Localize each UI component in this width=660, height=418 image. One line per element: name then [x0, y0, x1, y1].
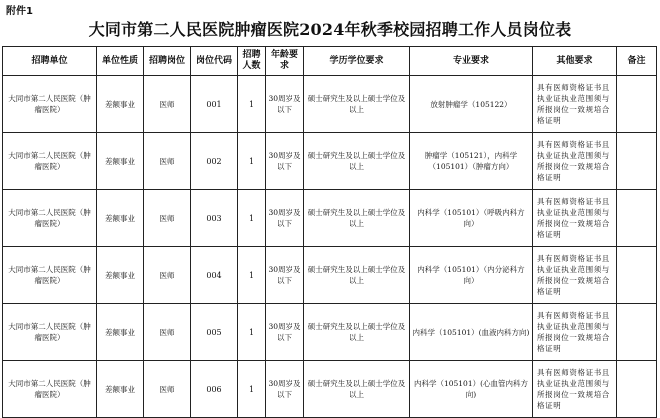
cell-note: [617, 361, 657, 418]
page-title: 大同市第二人民医院肿瘤医院2024年秋季校园招聘工作人员岗位表: [88, 20, 572, 39]
cell-unit: 大同市第二人民医院（肿瘤医院）: [3, 247, 97, 304]
cell-code: 004: [191, 247, 238, 304]
header-position: 招聘岗位: [144, 47, 191, 76]
cell-position: 医师: [144, 133, 191, 190]
cell-major: 放射肿瘤学（105122）: [410, 76, 533, 133]
cell-count: 1: [238, 133, 266, 190]
table-row: [3, 190, 657, 247]
header-nature: 单位性质: [97, 47, 144, 76]
header-count: 招聘人数: [238, 47, 266, 76]
cell-degree: 硕士研究生及以上硕士学位及以上: [304, 76, 410, 133]
cell-age: 30周岁及以下: [266, 133, 304, 190]
cell-other: 具有医师资格证书且执业证执业范围须与所报岗位一致规培合格证明: [533, 304, 617, 361]
cell-other: 具有医师资格证书且执业证执业范围须与所报岗位一致规培合格证明: [533, 76, 617, 133]
table-row: [3, 247, 657, 304]
cell-major: 内科学（105101）（呼吸内科方向）: [410, 190, 533, 247]
cell-nature: 差额事业: [97, 76, 144, 133]
cell-nature: 差额事业: [97, 133, 144, 190]
cell-major: 肿瘤学（105121），内科学（105101）（肿瘤方向）: [410, 133, 533, 190]
annex-label: 附件1: [6, 6, 33, 17]
cell-note: [617, 76, 657, 133]
cell-unit: 大同市第二人民医院（肿瘤医院）: [3, 190, 97, 247]
cell-count: 1: [238, 304, 266, 361]
cell-count: 1: [238, 190, 266, 247]
cell-nature: 差额事业: [97, 247, 144, 304]
table-row: [3, 361, 657, 418]
cell-age: 30周岁及以下: [266, 76, 304, 133]
cell-major: 内科学（105101）(心血管内科方向): [410, 361, 533, 418]
cell-age: 30周岁及以下: [266, 361, 304, 418]
cell-note: [617, 133, 657, 190]
cell-code: 006: [191, 361, 238, 418]
cell-code: 003: [191, 190, 238, 247]
cell-count: 1: [238, 361, 266, 418]
cell-age: 30周岁及以下: [266, 247, 304, 304]
positions-table: [2, 46, 657, 418]
cell-degree: 硕士研究生及以上硕士学位及以上: [304, 190, 410, 247]
cell-count: 1: [238, 247, 266, 304]
cell-code: 002: [191, 133, 238, 190]
table-row: [3, 76, 657, 133]
cell-major: 内科学（105101）(血液内科方向): [410, 304, 533, 361]
header-age: 年龄要求: [266, 47, 304, 76]
cell-position: 医师: [144, 190, 191, 247]
cell-degree: 硕士研究生及以上硕士学位及以上: [304, 133, 410, 190]
cell-note: [617, 247, 657, 304]
header-unit: 招聘单位: [3, 47, 97, 76]
cell-major: 内科学（105101）（内分泌科方向）: [410, 247, 533, 304]
header-code: 岗位代码: [191, 47, 238, 76]
cell-age: 30周岁及以下: [266, 304, 304, 361]
cell-position: 医师: [144, 304, 191, 361]
cell-unit: 大同市第二人民医院（肿瘤医院）: [3, 133, 97, 190]
cell-degree: 硕士研究生及以上硕士学位及以上: [304, 361, 410, 418]
cell-code: 005: [191, 304, 238, 361]
cell-other: 具有医师资格证书且执业证执业范围须与所报岗位一致规培合格证明: [533, 190, 617, 247]
header-other: 其他要求: [533, 47, 617, 76]
cell-unit: 大同市第二人民医院（肿瘤医院）: [3, 76, 97, 133]
cell-position: 医师: [144, 361, 191, 418]
cell-unit: 大同市第二人民医院（肿瘤医院）: [3, 361, 97, 418]
cell-nature: 差额事业: [97, 361, 144, 418]
cell-degree: 硕士研究生及以上硕士学位及以上: [304, 247, 410, 304]
header-note: 备注: [617, 47, 657, 76]
cell-note: [617, 190, 657, 247]
cell-unit: 大同市第二人民医院（肿瘤医院）: [3, 304, 97, 361]
header-major: 专业要求: [410, 47, 533, 76]
cell-code: 001: [191, 76, 238, 133]
cell-other: 具有医师资格证书且执业证执业范围须与所报岗位一致规培合格证明: [533, 247, 617, 304]
header-degree: 学历学位要求: [304, 47, 410, 76]
cell-position: 医师: [144, 76, 191, 133]
cell-degree: 硕士研究生及以上硕士学位及以上: [304, 304, 410, 361]
cell-count: 1: [238, 76, 266, 133]
cell-age: 30周岁及以下: [266, 190, 304, 247]
table-row: [3, 133, 657, 190]
cell-other: 具有医师资格证书且执业证执业范围须与所报岗位一致规培合格证明: [533, 361, 617, 418]
cell-note: [617, 304, 657, 361]
cell-nature: 差额事业: [97, 304, 144, 361]
cell-position: 医师: [144, 247, 191, 304]
cell-nature: 差额事业: [97, 190, 144, 247]
table-row: [3, 304, 657, 361]
table-header-row: [3, 47, 657, 76]
cell-other: 具有医师资格证书且执业证执业范围须与所报岗位一致规培合格证明: [533, 133, 617, 190]
